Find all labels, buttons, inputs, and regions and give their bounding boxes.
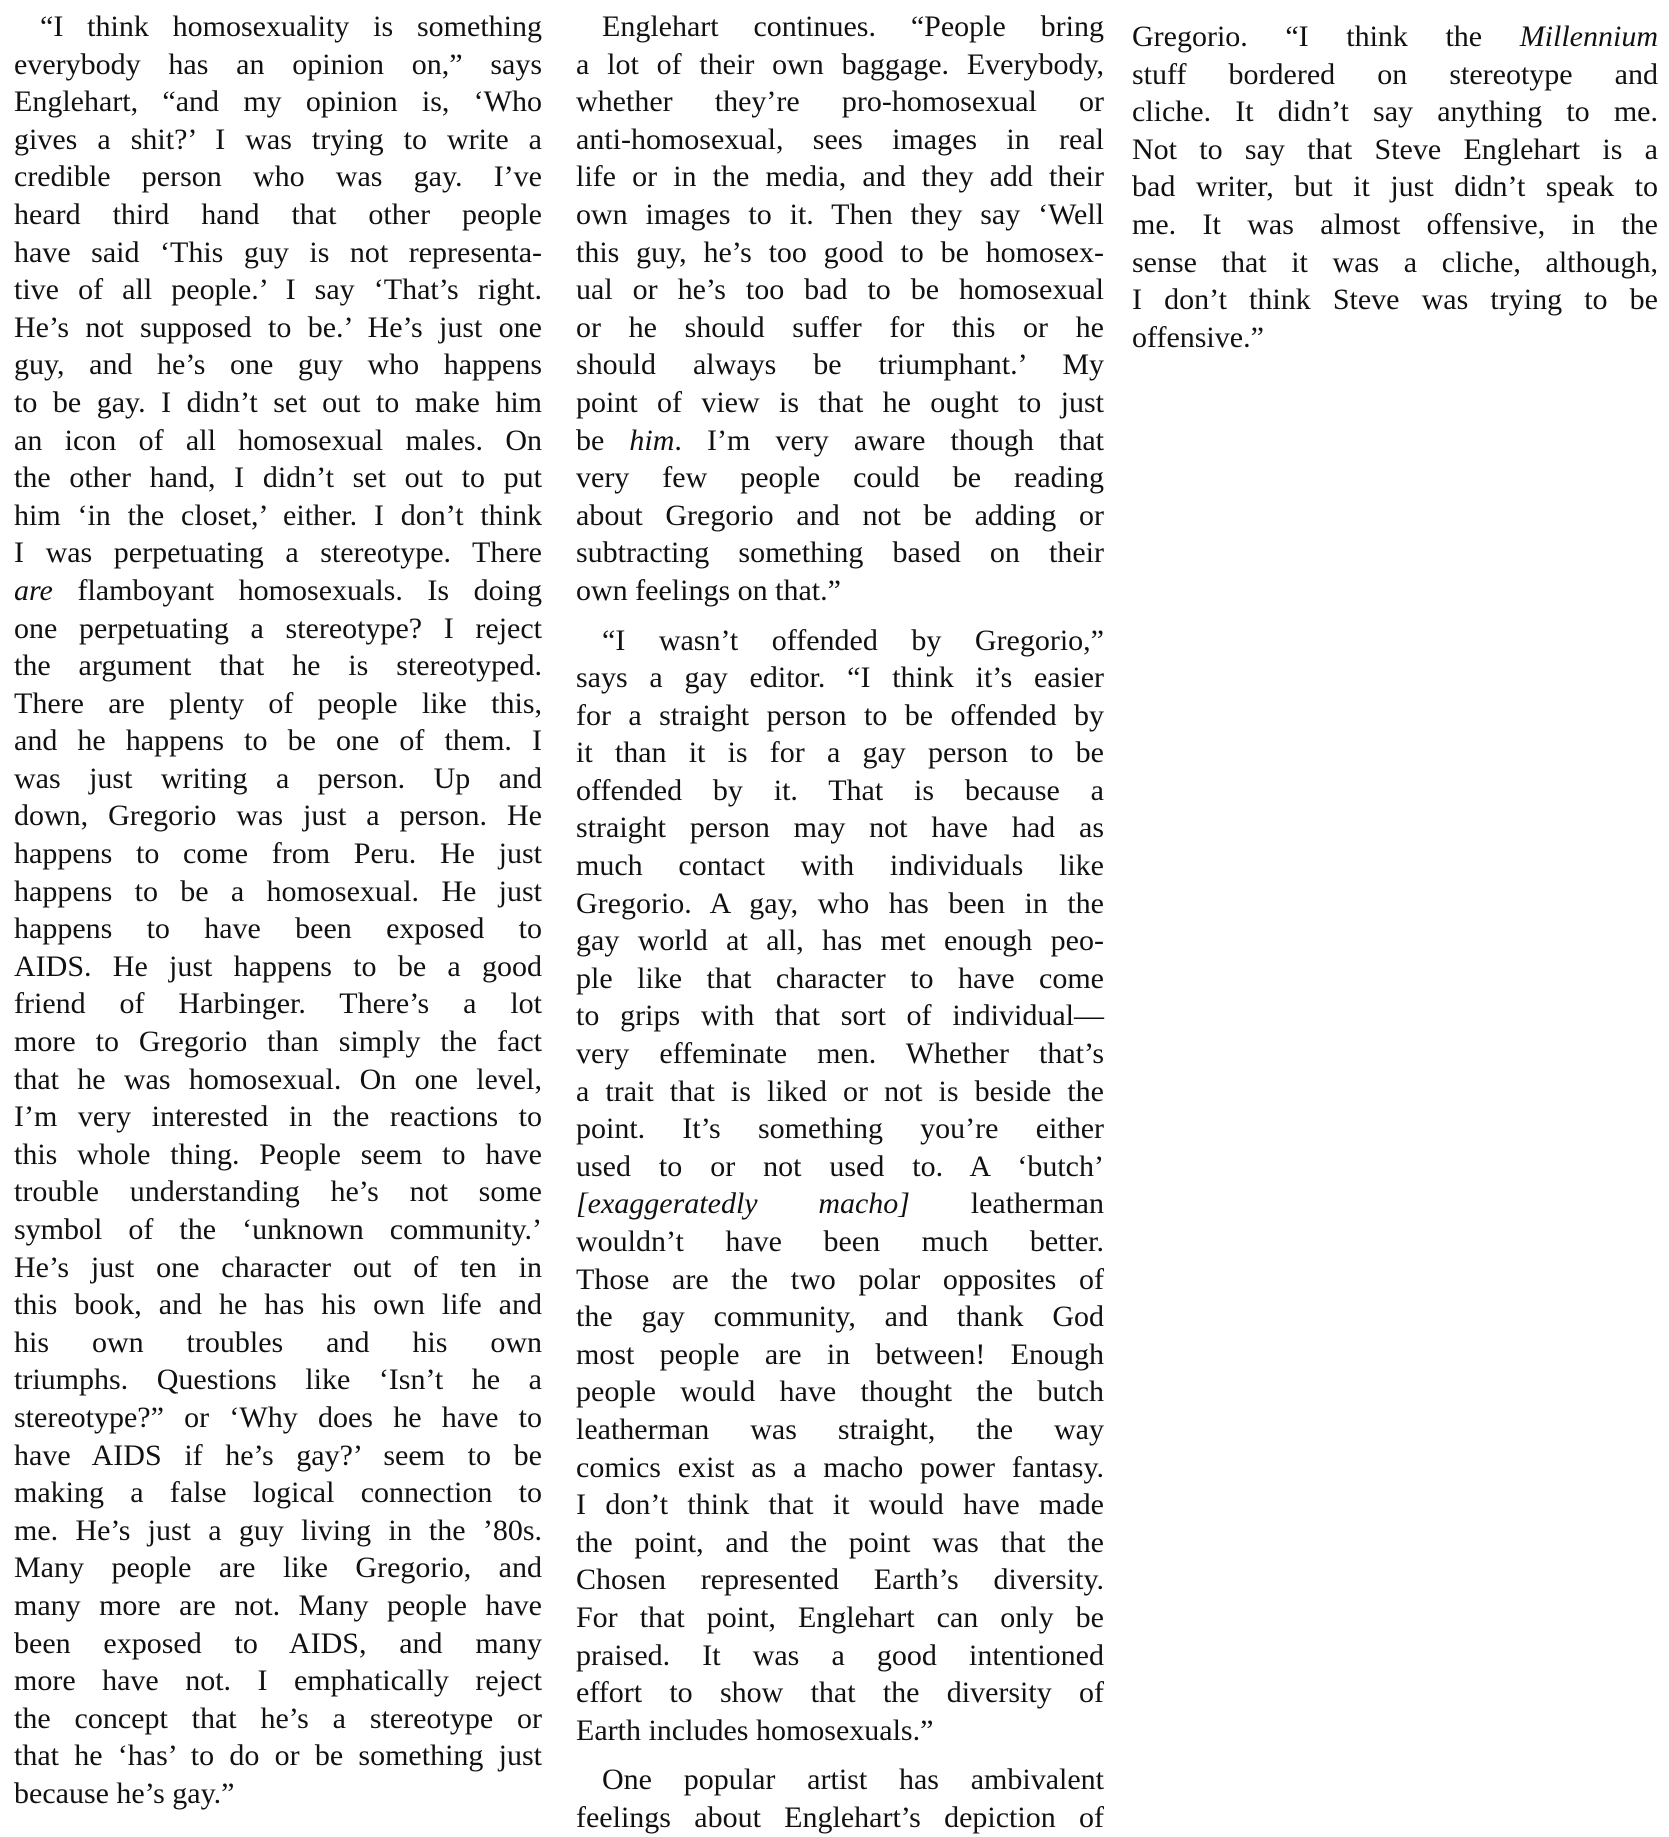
text-line: praised. It was a good intentioned: [576, 1638, 1104, 1672]
text-line: people would have thought the butch: [576, 1375, 1104, 1409]
paragraph: [576, 8, 1104, 610]
text-line: making a false logical connection to: [14, 1476, 542, 1510]
text-line: subtracting something based on their: [576, 536, 1104, 570]
text-line: leatherman was straight, the way: [576, 1412, 1104, 1446]
text-line: to grips with that sort of individual—: [576, 999, 1104, 1033]
text-line: Chosen represented Earth’s diversity.: [576, 1563, 1104, 1597]
text-line: I was perpetuating a stereotype. There: [14, 536, 542, 570]
text-line: I don’t think that it would have made: [576, 1488, 1104, 1522]
text-line: own feelings on that.”: [576, 573, 841, 607]
text-line: own images to it. Then they say ‘Well: [576, 197, 1104, 231]
text-line: gives a shit?’ I was trying to write a: [14, 122, 542, 156]
text-line: it than it is for a gay person to be: [576, 736, 1104, 770]
text-line: [exaggeratedly macho] leatherman: [576, 1187, 1104, 1221]
text-line: and he happens to be one of them. I: [14, 724, 542, 758]
text-line: friend of Harbinger. There’s a lot: [14, 987, 542, 1021]
text-line: offensive.”: [1132, 320, 1264, 354]
text-line: bad writer, but it just didn’t speak to: [1132, 170, 1658, 204]
text-line: stereotype?” or ‘Why does he have to: [14, 1400, 542, 1434]
text-line: the other hand, I didn’t set out to put: [14, 461, 542, 495]
text-line: Those are the two polar opposites of: [576, 1262, 1104, 1296]
italic-text: him: [629, 423, 675, 457]
text-line: have said ‘This guy is not representa-: [14, 235, 542, 269]
text-line: sense that it was a cliche, although,: [1132, 245, 1658, 279]
italic-text: Millennium: [1519, 20, 1658, 53]
text-line: very few people could be reading: [576, 461, 1104, 495]
text-line: effort to show that the diversity of: [576, 1676, 1104, 1710]
paragraph: [14, 8, 542, 1813]
text-line: or he should suffer for this or he: [576, 310, 1104, 344]
text-line: be him. I’m very aware though that: [576, 423, 1104, 457]
paragraph: [576, 1761, 1104, 1836]
text-line: ple like that character to have come: [576, 961, 1104, 995]
text-line: happens to come from Peru. He just: [14, 837, 542, 871]
text-line: him ‘in the closet,’ either. I don’t think: [14, 498, 542, 532]
text-line: should always be triumphant.’ My: [576, 348, 1104, 382]
text-line: stuff bordered on stereotype and: [1132, 57, 1658, 91]
text-line: anti-homosexual, sees images in real: [576, 122, 1104, 156]
text-line: There are plenty of people like this,: [14, 686, 542, 720]
text-line: “I think homosexuality is something: [40, 10, 542, 43]
text-line: tive of all people.’ I say ‘That’s right.: [14, 273, 542, 307]
text-line: Englehart continues. “People bring: [602, 10, 1104, 43]
text-line: One popular artist has ambivalent: [602, 1763, 1104, 1797]
text-line: straight person may not have had as: [576, 811, 1104, 845]
text-line: the point, and the point was that the: [576, 1525, 1104, 1559]
paragraph: [1132, 18, 1658, 356]
text-line: everybody has an opinion on,” says: [14, 47, 542, 81]
text-line: most people are in between! Enough: [576, 1337, 1104, 1371]
text-line: feelings about Englehart’s depiction of: [576, 1800, 1104, 1834]
text-line: trouble understanding he’s not some: [14, 1175, 542, 1209]
text-line: that he ‘has’ to do or be something just: [14, 1739, 542, 1773]
text-line: offended by it. That is because a: [576, 773, 1104, 807]
text-line: says a gay editor. “I think it’s easier: [576, 661, 1104, 695]
text-line: me. It was almost offensive, in the: [1132, 207, 1658, 241]
text-line: comics exist as a macho power fantasy.: [576, 1450, 1104, 1484]
text-line: life or in the media, and they add their: [576, 160, 1104, 194]
text-line: He’s just one character out of ten in: [14, 1250, 542, 1284]
text-line: a trait that is liked or not is beside the: [576, 1074, 1104, 1108]
text-line: down, Gregorio was just a person. He: [14, 799, 542, 833]
text-line: much contact with individuals like: [576, 849, 1104, 883]
text-line: used to or not used to. A ‘butch’: [576, 1149, 1104, 1183]
text-line: gay world at all, has met enough peo-: [576, 924, 1104, 958]
text-line: ual or he’s too bad to be homosexual: [576, 273, 1104, 307]
text-line: that he was homosexual. On one level,: [14, 1062, 542, 1096]
text-line: triumphs. Questions like ‘Isn’t he a: [14, 1363, 542, 1397]
text-column-2: [576, 8, 1104, 1837]
text-line: for a straight person to be offended by: [576, 698, 1104, 732]
paragraph: [576, 622, 1104, 1750]
text-line: Earth includes homosexuals.”: [576, 1713, 934, 1747]
text-line: are flamboyant homosexuals. Is doing: [14, 573, 542, 607]
text-line: more have not. I emphatically reject: [14, 1664, 542, 1698]
italic-text: [exaggeratedly macho]: [576, 1187, 910, 1221]
text-line: symbol of the ‘unknown community.’: [14, 1213, 542, 1246]
text-line: more to Gregorio than simply the fact: [14, 1025, 542, 1059]
text-line: me. He’s just a guy living in the ’80s.: [14, 1513, 542, 1547]
text-line: wouldn’t have been much better.: [576, 1225, 1104, 1258]
text-line: about Gregorio and not be adding or: [576, 498, 1104, 532]
text-line: happens to have been exposed to: [14, 912, 542, 946]
text-line: credible person who was gay. I’ve: [14, 160, 542, 194]
text-line: his own troubles and his own: [14, 1325, 542, 1359]
text-line: very effeminate men. Whether that’s: [576, 1037, 1104, 1071]
text-line: Many people are like Gregorio, and: [14, 1551, 542, 1585]
text-line: this guy, he’s too good to be homosex-: [576, 235, 1104, 269]
text-line: to be gay. I didn’t set out to make him: [14, 385, 542, 419]
text-line: I’m very interested in the reactions to: [14, 1100, 542, 1134]
text-line: Not to say that Steve Englehart is a: [1132, 132, 1658, 166]
text-line: the gay community, and thank God: [576, 1300, 1104, 1334]
text-line: Gregorio. A gay, who has been in the: [576, 886, 1104, 920]
text-line: happens to be a homosexual. He just: [14, 874, 542, 908]
text-line: Gregorio. “I think the Millennium: [1132, 20, 1658, 53]
text-line: many more are not. Many people have: [14, 1588, 542, 1622]
text-line: He’s not supposed to be.’ He’s just one: [14, 310, 542, 344]
text-line: For that point, Englehart can only be: [576, 1600, 1104, 1634]
text-line: was just writing a person. Up and: [14, 761, 542, 795]
text-line: Englehart, “and my opinion is, ‘Who: [14, 85, 542, 119]
text-line: have AIDS if he’s gay?’ seem to be: [14, 1438, 542, 1472]
text-line: been exposed to AIDS, and many: [14, 1626, 542, 1660]
text-line: cliche. It didn’t say anything to me.: [1132, 95, 1658, 129]
text-line: whether they’re pro-homosexual or: [576, 85, 1104, 119]
text-line: heard third hand that other people: [14, 197, 542, 231]
text-column-1: [14, 8, 542, 1813]
text-line: a lot of their own baggage. Everybody,: [576, 47, 1104, 81]
text-line: “I wasn’t offended by Gregorio,”: [602, 623, 1104, 657]
text-line: AIDS. He just happens to be a good: [14, 949, 542, 983]
text-line: the concept that he’s a stereotype or: [14, 1701, 542, 1735]
text-line: guy, and he’s one guy who happens: [14, 348, 542, 382]
text-line: this book, and he has his own life and: [14, 1288, 542, 1322]
text-line: I don’t think Steve was trying to be: [1132, 283, 1658, 317]
text-line: an icon of all homosexual males. On: [14, 423, 542, 457]
text-line: one perpetuating a stereotype? I reject: [14, 611, 542, 645]
text-column-3: [1132, 18, 1658, 356]
text-line: because he’s gay.”: [14, 1776, 235, 1810]
text-line: this whole thing. People seem to have: [14, 1137, 542, 1171]
text-line: the argument that he is stereotyped.: [14, 649, 542, 683]
text-line: point of view is that he ought to just: [576, 385, 1104, 419]
italic-text: are: [14, 573, 53, 607]
text-line: point. It’s something you’re either: [576, 1112, 1104, 1146]
